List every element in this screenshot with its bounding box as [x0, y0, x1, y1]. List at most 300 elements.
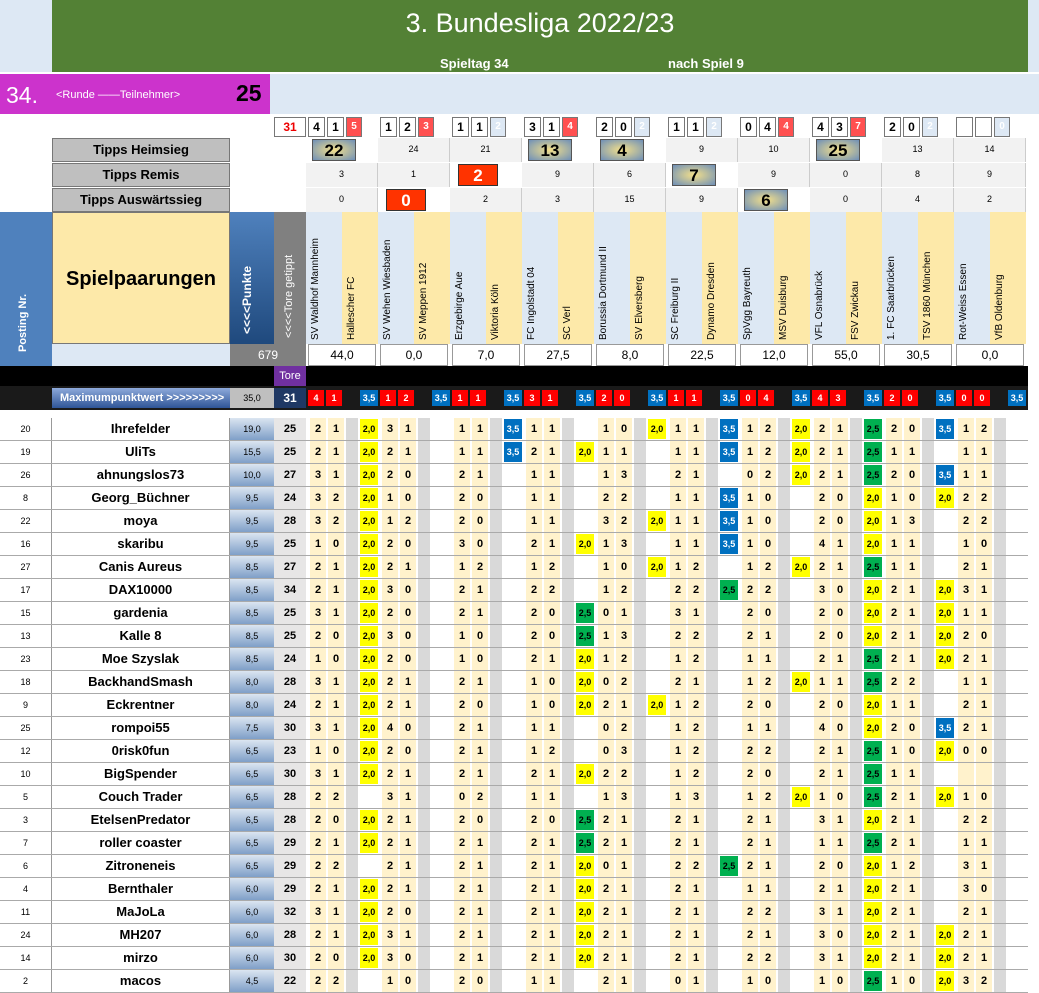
tip-points: [936, 511, 954, 531]
tip-away: 2: [760, 441, 776, 463]
tip-away: 1: [688, 901, 704, 923]
tip-gap: [994, 763, 1006, 785]
goals-sum: 3: [418, 117, 434, 137]
tip-home: 2: [958, 947, 974, 969]
tip-away: 2: [400, 510, 416, 532]
tipps-remis: 3: [306, 163, 378, 187]
tip-points: [432, 879, 450, 899]
tip-away: 0: [904, 464, 920, 486]
tip-away: 2: [616, 763, 632, 785]
tip-gap: [418, 832, 430, 854]
player-points: 8,5: [230, 579, 274, 601]
tip-gap: [706, 717, 718, 739]
player-points: 8,5: [230, 648, 274, 670]
tip-points: [432, 557, 450, 577]
player-points: 8,0: [230, 694, 274, 716]
tip-gap: [706, 970, 718, 992]
tip-away: 0: [832, 855, 848, 877]
tip-gap: [778, 740, 790, 762]
tip-gap: [346, 648, 358, 670]
tip-home: 3: [382, 786, 398, 808]
tip-gap: [418, 855, 430, 877]
tip-home: 1: [958, 786, 974, 808]
tip-points: [504, 488, 522, 508]
tip-points: [792, 649, 810, 669]
tip-gap: [994, 671, 1006, 693]
tip-home: 1: [742, 418, 758, 440]
tip-away: 1: [832, 418, 848, 440]
tip-away: 2: [328, 970, 344, 992]
tip-points: [792, 764, 810, 784]
tip-gap: [778, 901, 790, 923]
tip-gap: [850, 878, 862, 900]
posting-number: 15: [0, 602, 52, 624]
posting-number: 20: [0, 418, 52, 440]
tip-gap: [706, 786, 718, 808]
tip-gap: [562, 878, 574, 900]
tip-home: 3: [958, 855, 974, 877]
tip-points: [1008, 465, 1026, 485]
tip-gap: [850, 694, 862, 716]
score-home: 1: [668, 117, 685, 137]
tip-home: 2: [526, 878, 542, 900]
tip-points: 2,0: [576, 879, 594, 899]
tip-away: 1: [904, 786, 920, 808]
tip-home: 1: [958, 832, 974, 854]
tip-home: 3: [310, 671, 326, 693]
tip-home: 2: [958, 809, 974, 831]
tip-away: 1: [688, 510, 704, 532]
tip-gap: [706, 809, 718, 831]
team-home: 1. FC Saarbrücken: [882, 212, 918, 344]
tip-home: 2: [382, 694, 398, 716]
tip-gap: [994, 740, 1006, 762]
tipps-remis-label: Tipps Remis: [52, 163, 230, 187]
match-sum: 0,0: [380, 344, 448, 366]
max-points: 3,5: [504, 390, 522, 406]
tip-away: 2: [760, 464, 776, 486]
tip-away: 1: [904, 694, 920, 716]
tip-home: 2: [598, 694, 614, 716]
tip-away: 2: [688, 579, 704, 601]
teilnehmer-count: 25: [236, 80, 262, 106]
tip-points: [432, 672, 450, 692]
tip-gap: [994, 717, 1006, 739]
tip-gap: [562, 510, 574, 532]
posting-number: 19: [0, 441, 52, 463]
tip-gap: [490, 625, 502, 647]
tip-points: [936, 833, 954, 853]
tip-home: 1: [310, 648, 326, 670]
tip-gap: [850, 648, 862, 670]
tip-points: [504, 603, 522, 623]
tip-away: 0: [400, 740, 416, 762]
tip-points: 2,0: [792, 419, 810, 439]
tip-gap: [922, 924, 934, 946]
tip-gap: [922, 694, 934, 716]
tip-away: 2: [976, 970, 992, 992]
max-home: 1: [380, 390, 396, 406]
player-name: Zitroneneis: [52, 855, 230, 877]
tip-points: [504, 879, 522, 899]
tip-away: 0: [472, 487, 488, 509]
tip-away: 1: [976, 671, 992, 693]
tip-home: 2: [310, 924, 326, 946]
tip-gap: [922, 418, 934, 440]
tip-away: 1: [904, 579, 920, 601]
tip-home: 2: [814, 487, 830, 509]
team-home: SV Wehen Wiesbaden: [378, 212, 414, 344]
tip-gap: [490, 947, 502, 969]
tip-points: 3,5: [504, 419, 522, 439]
tip-gap: [850, 970, 862, 992]
tip-gap: [562, 924, 574, 946]
tip-away: 0: [832, 602, 848, 624]
tip-gap: [490, 901, 502, 923]
tip-home: 2: [598, 901, 614, 923]
tip-home: 2: [454, 740, 470, 762]
tip-points: [1008, 879, 1026, 899]
tip-points: [648, 442, 666, 462]
tip-home: 2: [454, 970, 470, 992]
tip-gap: [922, 648, 934, 670]
tip-away: 0: [832, 579, 848, 601]
tip-home: 2: [526, 533, 542, 555]
tip-gap: [706, 487, 718, 509]
tip-gap: [994, 510, 1006, 532]
match-sum: 55,0: [812, 344, 880, 366]
tip-points: [576, 718, 594, 738]
tip-points: 2,0: [360, 925, 378, 945]
tip-home: 1: [526, 418, 542, 440]
tip-home: 2: [310, 556, 326, 578]
tip-away: 1: [616, 694, 632, 716]
tip-away: 1: [616, 970, 632, 992]
tip-gap: [850, 924, 862, 946]
tip-gap: [778, 717, 790, 739]
tip-away: 1: [400, 556, 416, 578]
tip-points: 2,0: [864, 580, 882, 600]
tip-points: [576, 787, 594, 807]
tip-points: 2,5: [864, 672, 882, 692]
tip-points: [648, 879, 666, 899]
posting-number: 4: [0, 878, 52, 900]
tip-away: 1: [400, 786, 416, 808]
tip-home: [958, 763, 974, 785]
tip-home: 1: [742, 648, 758, 670]
tip-points: 2,0: [864, 626, 882, 646]
tip-home: 2: [310, 694, 326, 716]
tip-points: 2,0: [576, 672, 594, 692]
max-away: 0: [974, 390, 990, 406]
tipps-remis: 9: [738, 163, 810, 187]
tip-points: [792, 833, 810, 853]
tip-home: 1: [598, 533, 614, 555]
tip-gap: [418, 924, 430, 946]
tip-points: [792, 580, 810, 600]
tip-points: [648, 902, 666, 922]
tip-gap: [490, 487, 502, 509]
match-sum: 7,0: [452, 344, 520, 366]
tip-points: 2,0: [648, 419, 666, 439]
tip-points: [432, 741, 450, 761]
tip-gap: [562, 901, 574, 923]
score-home: 0: [740, 117, 757, 137]
tip-away: 2: [544, 740, 560, 762]
tip-gap: [562, 418, 574, 440]
tip-away: 1: [976, 947, 992, 969]
tip-points: [1008, 442, 1026, 462]
tip-gap: [994, 855, 1006, 877]
tip-points: [504, 810, 522, 830]
tip-home: 2: [958, 694, 974, 716]
tip-away: 0: [976, 625, 992, 647]
runde-number: 34.: [6, 82, 38, 108]
tip-points: 2,0: [360, 603, 378, 623]
goals-sum: 2: [634, 117, 650, 137]
tip-points: [720, 902, 738, 922]
tip-home: 1: [742, 441, 758, 463]
tip-away: 1: [832, 441, 848, 463]
tip-points: [792, 902, 810, 922]
tip-home: 2: [886, 464, 902, 486]
tip-away: 0: [328, 809, 344, 831]
tip-gap: [418, 464, 430, 486]
tip-points: [432, 465, 450, 485]
player-points: 6,5: [230, 786, 274, 808]
tip-away: 1: [904, 602, 920, 624]
player-tore: 30: [274, 763, 306, 785]
tip-home: 2: [742, 855, 758, 877]
tip-home: 2: [454, 809, 470, 831]
tip-away: 0: [400, 648, 416, 670]
tip-points: [792, 718, 810, 738]
tip-points: 2,0: [792, 787, 810, 807]
goals-sum: 4: [778, 117, 794, 137]
tip-points: 2,0: [864, 603, 882, 623]
tip-gap: [634, 510, 646, 532]
tip-points: [360, 971, 378, 991]
tip-points: [432, 948, 450, 968]
team-home: Rot-Weiss Essen: [954, 212, 990, 344]
tip-home: 1: [670, 786, 686, 808]
tip-gap: [994, 786, 1006, 808]
tip-gap: [850, 671, 862, 693]
tip-home: 2: [454, 464, 470, 486]
tip-away: 0: [544, 602, 560, 624]
tip-away: 1: [400, 809, 416, 831]
tip-away: 1: [544, 648, 560, 670]
tip-gap: [418, 901, 430, 923]
tip-away: 1: [688, 924, 704, 946]
player-tore: 28: [274, 510, 306, 532]
tip-away: 1: [472, 924, 488, 946]
tip-points: 3,5: [720, 534, 738, 554]
tip-points: 2,0: [648, 695, 666, 715]
tip-away: 1: [616, 809, 632, 831]
tip-gap: [850, 786, 862, 808]
tip-away: 0: [760, 510, 776, 532]
tip-gap: [634, 878, 646, 900]
tip-away: 1: [328, 717, 344, 739]
tip-away: 0: [400, 487, 416, 509]
tip-home: 1: [742, 786, 758, 808]
tip-points: [648, 948, 666, 968]
tip-home: 1: [382, 970, 398, 992]
title-edge: [1028, 0, 1039, 72]
tip-gap: [706, 625, 718, 647]
tip-gap: [994, 901, 1006, 923]
tip-points: 2,0: [360, 810, 378, 830]
tip-away: 1: [328, 579, 344, 601]
tip-home: 2: [958, 924, 974, 946]
tip-points: [576, 419, 594, 439]
tip-away: 0: [904, 418, 920, 440]
tip-home: 2: [526, 924, 542, 946]
tip-points: 2,0: [936, 603, 954, 623]
tip-gap: [706, 832, 718, 854]
tip-away: 1: [688, 671, 704, 693]
max-away: 1: [326, 390, 342, 406]
tip-points: [720, 603, 738, 623]
player-name: ahnungslos73: [52, 464, 230, 486]
player-name: Couch Trader: [52, 786, 230, 808]
tip-home: 2: [454, 878, 470, 900]
tip-gap: [418, 970, 430, 992]
player-points: 6,5: [230, 855, 274, 877]
tipps-remis: 7: [672, 164, 716, 186]
tip-points: [1008, 580, 1026, 600]
tip-home: 2: [598, 970, 614, 992]
tip-home: 3: [958, 878, 974, 900]
team-away: TSV 1860 München: [918, 212, 954, 344]
tip-points: 2,0: [864, 810, 882, 830]
tip-gap: [994, 487, 1006, 509]
tip-points: [720, 948, 738, 968]
tip-points: 3,5: [720, 488, 738, 508]
tip-home: 2: [670, 579, 686, 601]
player-tore: 23: [274, 740, 306, 762]
tip-home: 2: [454, 901, 470, 923]
tip-gap: [994, 533, 1006, 555]
tip-points: [432, 764, 450, 784]
tip-away: 3: [688, 786, 704, 808]
tip-home: 2: [814, 602, 830, 624]
tip-points: 2,0: [360, 649, 378, 669]
goals-sum: 0: [994, 117, 1010, 137]
tip-points: [648, 603, 666, 623]
tipps-heim: 22: [312, 139, 356, 161]
tip-points: [504, 511, 522, 531]
tip-away: 0: [760, 533, 776, 555]
tip-gap: [850, 901, 862, 923]
posting-number: 8: [0, 487, 52, 509]
tip-gap: [778, 832, 790, 854]
tip-away: 1: [688, 947, 704, 969]
tip-gap: [994, 878, 1006, 900]
tip-home: 1: [742, 487, 758, 509]
tip-home: 1: [526, 740, 542, 762]
player-tore: 29: [274, 855, 306, 877]
tip-points: 2,0: [360, 672, 378, 692]
tip-away: 2: [472, 786, 488, 808]
tip-home: 2: [454, 763, 470, 785]
tip-gap: [346, 809, 358, 831]
match-sum: 44,0: [308, 344, 376, 366]
tip-points: [648, 856, 666, 876]
tip-home: 4: [382, 717, 398, 739]
tip-gap: [634, 418, 646, 440]
tip-points: 2,0: [576, 948, 594, 968]
tip-away: 2: [976, 487, 992, 509]
tip-gap: [922, 786, 934, 808]
tip-points: [432, 442, 450, 462]
player-name: MH207: [52, 924, 230, 946]
page-title: 3. Bundesliga 2022/23: [405, 8, 675, 38]
tip-away: 2: [616, 671, 632, 693]
tip-home: 2: [598, 487, 614, 509]
tip-gap: [490, 855, 502, 877]
tip-home: 1: [454, 441, 470, 463]
player-points: 9,5: [230, 533, 274, 555]
tip-gap: [346, 418, 358, 440]
tip-gap: [562, 809, 574, 831]
tip-points: [936, 810, 954, 830]
tip-gap: [634, 487, 646, 509]
tip-home: 1: [886, 556, 902, 578]
score-away: [975, 117, 992, 137]
tip-away: 2: [760, 947, 776, 969]
tip-away: 0: [832, 487, 848, 509]
tore-getippt-label: <<<<Tore getippt: [283, 254, 295, 338]
tip-points: 2,0: [360, 465, 378, 485]
score-home: 3: [524, 117, 541, 137]
tip-gap: [706, 556, 718, 578]
tip-away: 0: [904, 740, 920, 762]
tip-away: 2: [328, 510, 344, 532]
tip-home: 1: [310, 740, 326, 762]
tip-away: 1: [400, 832, 416, 854]
tip-home: 2: [310, 809, 326, 831]
tip-points: 2,5: [864, 741, 882, 761]
tip-gap: [994, 418, 1006, 440]
tip-away: 2: [616, 648, 632, 670]
tip-home: 1: [598, 556, 614, 578]
tip-points: [1008, 902, 1026, 922]
posting-number: 7: [0, 832, 52, 854]
tip-home: 1: [742, 717, 758, 739]
tipps-aus: 2: [450, 188, 522, 212]
team-away: Viktoria Köln: [486, 212, 522, 344]
tip-home: 2: [670, 878, 686, 900]
tip-gap: [346, 878, 358, 900]
max-away: 1: [686, 390, 702, 406]
score-home: 2: [596, 117, 613, 137]
tip-away: 1: [472, 855, 488, 877]
player-points: 6,0: [230, 901, 274, 923]
tip-points: [576, 741, 594, 761]
tip-home: 2: [598, 763, 614, 785]
tip-away: 1: [976, 855, 992, 877]
score-home: 1: [380, 117, 397, 137]
tip-points: 2,0: [576, 695, 594, 715]
tip-home: 1: [670, 763, 686, 785]
tip-away: 0: [760, 694, 776, 716]
tip-gap: [634, 694, 646, 716]
tip-gap: [706, 740, 718, 762]
tip-home: 1: [526, 510, 542, 532]
team-home: SpVgg Bayreuth: [738, 212, 774, 344]
